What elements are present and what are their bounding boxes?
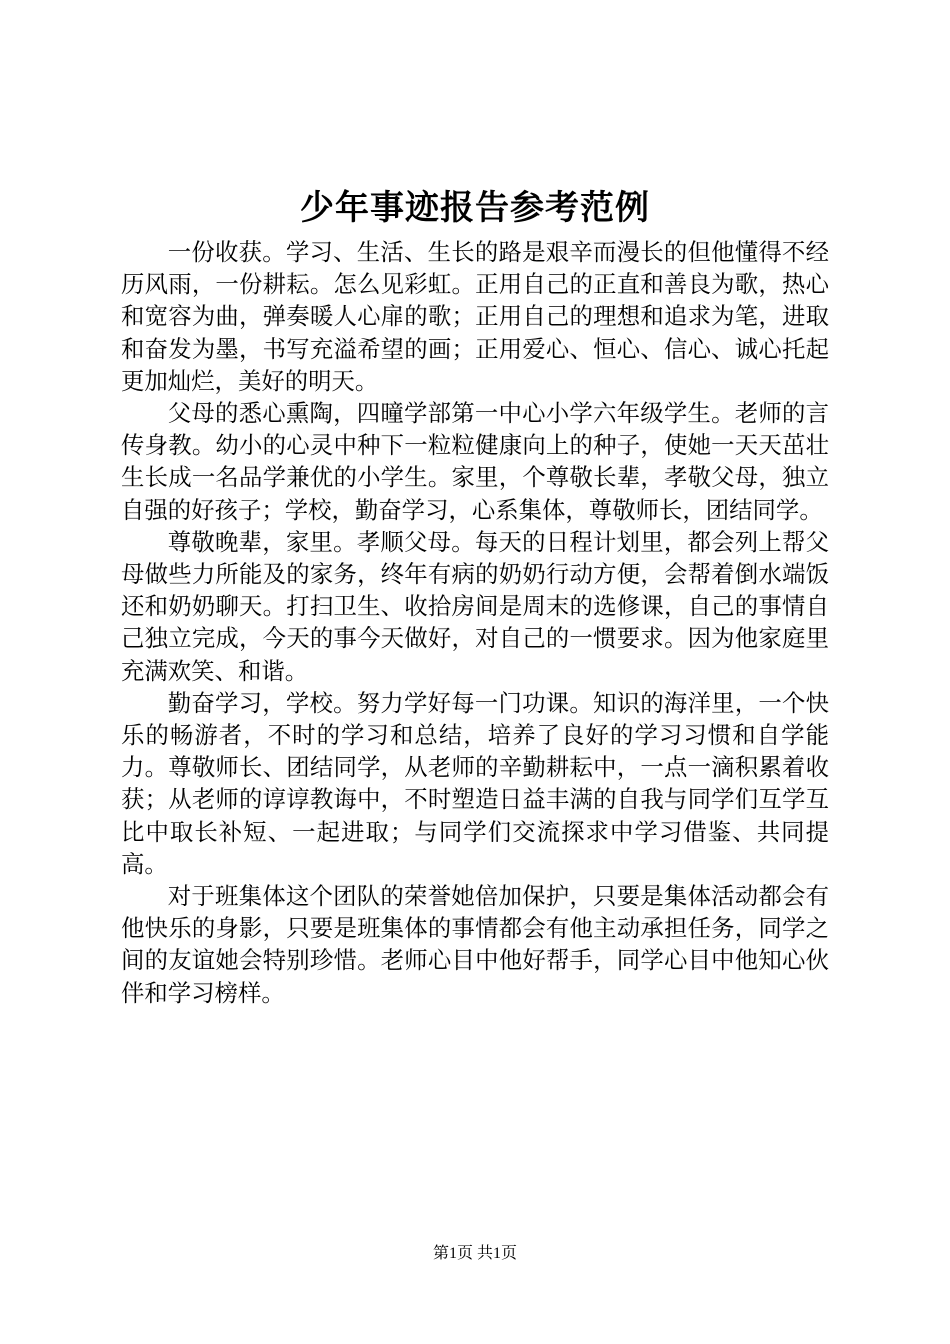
paragraph-4: 勤奋学习，学校。努力学好每一门功课。知识的海洋里，一个快乐的畅游者，不时的学习和总结，培养了良好的学习习惯和自学能力。尊敬师长、团结同学，从老师的辛勤耕耘中，一点一滴积累着收获；从老师的谆谆教诲中，不时塑造日益丰满的自我与同学们互学互比中取长补短、一起进取；与同学们交流探求中学习借鉴、共同提高。 bbox=[121, 688, 829, 878]
paragraph-5: 对于班集体这个团队的荣誉她倍加保护，只要是集体活动都会有他快乐的身影，只要是班集体的事情都会有他主动承担任务，同学之间的友谊她会特别珍惜。老师心目中他好帮手，同学心目中他知心伙伴和学习榜样。 bbox=[121, 882, 829, 1007]
document-title: 少年事迹报告参考范例 bbox=[300, 188, 650, 228]
paragraph-2: 父母的悉心熏陶，四曈学部第一中心小学六年级学生。老师的言传身教。幼小的心灵中种下一粒粒健康向上的种子，使她一天天茁壮生长成一名品学兼优的小学生。家里，个尊敬长辈，孝敬父母，独立自强的好孩子；学校，勤奋学习，心系集体，尊敬师长，团结同学。 bbox=[121, 399, 829, 524]
document-body bbox=[121, 236, 829, 1009]
paragraph-3: 尊敬晚辈，家里。孝顺父母。每天的日程计划里，都会列上帮父母做些力所能及的家务，终年有病的奶奶行动方便，会帮着倒水端饭还和奶奶聊天。打扫卫生、收拾房间是周末的选修课，自己的事情自己独立完成，今天的事今天做好，对自己的一惯要求。因为他家庭里充满欢笑、和谐。 bbox=[121, 527, 829, 685]
page-footer: 第1页 共1页 bbox=[432, 1245, 517, 1262]
paragraph-1: 一份收获。学习、生活、生长的路是艰辛而漫长的但他懂得不经历风雨，一份耕耘。怎么见彩虹。正用自己的正直和善良为歌，热心和宽容为曲，弹奏暖人心扉的歌；正用自己的理想和追求为笔，进取和奋发为墨，书写充溢希望的画；正用爱心、恒心、信心、诚心托起更加灿烂，美好的明天。 bbox=[121, 238, 829, 395]
